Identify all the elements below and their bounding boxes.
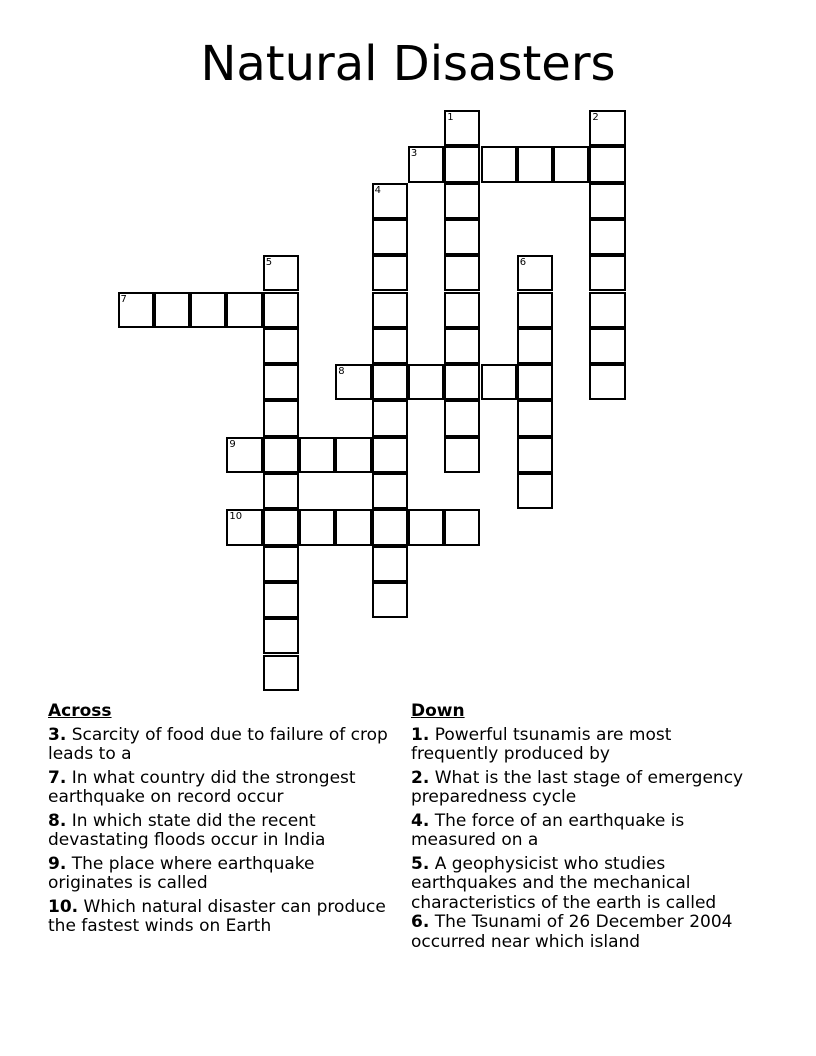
grid-cell[interactable] bbox=[444, 328, 480, 364]
cell-number: 4 bbox=[374, 184, 381, 196]
grid-cell[interactable] bbox=[589, 328, 625, 364]
grid-cell[interactable] bbox=[263, 509, 299, 545]
grid-cell[interactable] bbox=[481, 364, 517, 400]
grid-cell[interactable] bbox=[553, 146, 589, 182]
grid-cell[interactable] bbox=[517, 437, 553, 473]
grid-cell[interactable] bbox=[444, 400, 480, 436]
grid-cell[interactable] bbox=[589, 219, 625, 255]
grid-cell[interactable] bbox=[372, 183, 408, 219]
cell-number: 8 bbox=[338, 366, 345, 378]
clue-across-7: 7. In what country did the strongest earthquake on record occur bbox=[48, 767, 356, 807]
cell-number: 1 bbox=[447, 112, 454, 123]
grid-cell[interactable] bbox=[263, 618, 299, 654]
grid-cell[interactable] bbox=[517, 255, 553, 291]
grid-cell[interactable] bbox=[263, 400, 299, 436]
grid-cell[interactable] bbox=[154, 292, 190, 328]
clue-down-2: 2. What is the last stage of emergency preparedness cycle bbox=[411, 767, 744, 807]
grid-cell[interactable] bbox=[444, 255, 480, 291]
grid-cell[interactable] bbox=[517, 292, 553, 328]
grid-cell[interactable] bbox=[408, 509, 444, 545]
grid-cell[interactable] bbox=[226, 437, 262, 473]
grid-cell[interactable] bbox=[517, 473, 553, 509]
cell-number: 6 bbox=[519, 257, 527, 269]
grid-cell[interactable] bbox=[372, 255, 408, 291]
grid-cell[interactable] bbox=[263, 292, 299, 328]
clue-down-1: 1. Powerful tsunamis are most frequently produced by bbox=[411, 724, 672, 764]
grid-cell[interactable] bbox=[263, 473, 299, 509]
grid-cell[interactable] bbox=[226, 509, 262, 545]
grid-cell[interactable] bbox=[263, 655, 299, 691]
grid-cell[interactable] bbox=[444, 219, 480, 255]
clue-across-3: 3. Scarcity of food due to failure of crop leads to a bbox=[48, 724, 388, 764]
grid-cell[interactable] bbox=[517, 364, 553, 400]
grid-cell[interactable] bbox=[589, 292, 625, 328]
grid-cell[interactable] bbox=[335, 509, 371, 545]
cell-number: 10 bbox=[229, 511, 243, 523]
grid-cell[interactable] bbox=[444, 292, 480, 328]
grid-cell[interactable] bbox=[263, 546, 299, 582]
clue-down-6: 6. The Tsunami of 26 December 2004 occurred near which island bbox=[411, 912, 733, 952]
grid-cell[interactable] bbox=[517, 328, 553, 364]
clue-down-4: 4. The force of an earthquake is measured on a bbox=[411, 810, 685, 850]
grid-cell[interactable] bbox=[226, 292, 262, 328]
grid-cell[interactable] bbox=[589, 364, 625, 400]
grid-cell[interactable] bbox=[263, 364, 299, 400]
cell-number: 5 bbox=[265, 257, 273, 269]
grid-cell[interactable] bbox=[444, 146, 480, 182]
grid-cell[interactable] bbox=[190, 292, 226, 328]
grid-cell[interactable] bbox=[517, 400, 553, 436]
clue-down-5: 5. A geophysicist who studies earthquakes and the mechanical characteristics of the earth is called bbox=[411, 853, 717, 913]
clue-across-8: 8. In which state did the recent devastating floods occur in India bbox=[48, 810, 326, 850]
grid-cell[interactable] bbox=[299, 509, 335, 545]
grid-cell[interactable] bbox=[589, 183, 625, 219]
grid-cell[interactable] bbox=[263, 255, 299, 291]
puzzle-title: Natural Disasters bbox=[200, 36, 616, 92]
grid-cell[interactable] bbox=[444, 509, 480, 545]
across-clues bbox=[48, 702, 388, 941]
clue-across-10: 10. Which natural disaster can produce the fastest winds on Earth bbox=[48, 896, 386, 936]
grid-cell[interactable] bbox=[372, 546, 408, 582]
grid-cell[interactable] bbox=[335, 437, 371, 473]
grid-cell[interactable] bbox=[481, 146, 517, 182]
grid-cell[interactable] bbox=[444, 110, 480, 146]
grid-cell[interactable] bbox=[118, 292, 154, 328]
grid-cell[interactable] bbox=[444, 437, 480, 473]
grid-cell[interactable] bbox=[372, 437, 408, 473]
grid-cell[interactable] bbox=[589, 255, 625, 291]
grid-cell[interactable] bbox=[408, 364, 444, 400]
grid-cell[interactable] bbox=[263, 328, 299, 364]
grid-cell[interactable] bbox=[444, 183, 480, 219]
grid-cell[interactable] bbox=[589, 110, 625, 146]
cell-number: 7 bbox=[120, 293, 127, 305]
down-clues bbox=[411, 702, 761, 956]
down-heading: Down bbox=[411, 701, 465, 721]
cell-number: 3 bbox=[410, 148, 418, 160]
grid-cell[interactable] bbox=[444, 364, 480, 400]
grid-cell[interactable] bbox=[372, 473, 408, 509]
grid-cell[interactable] bbox=[335, 364, 371, 400]
across-heading: Across bbox=[48, 701, 112, 721]
grid-cell[interactable] bbox=[372, 364, 408, 400]
grid-cell[interactable] bbox=[517, 146, 553, 182]
cell-number: 9 bbox=[229, 438, 236, 450]
grid-cell[interactable] bbox=[263, 582, 299, 618]
clue-across-9: 9. The place where earthquake originates is called bbox=[48, 853, 315, 893]
grid-cell[interactable] bbox=[299, 437, 335, 473]
grid-cell[interactable] bbox=[589, 146, 625, 182]
grid-cell[interactable] bbox=[372, 400, 408, 436]
grid-cell[interactable] bbox=[372, 582, 408, 618]
grid-cell[interactable] bbox=[263, 437, 299, 473]
grid-cell[interactable] bbox=[408, 146, 444, 182]
grid-cell[interactable] bbox=[372, 509, 408, 545]
grid-cell[interactable] bbox=[372, 328, 408, 364]
grid-cell[interactable] bbox=[372, 219, 408, 255]
grid-cell[interactable] bbox=[372, 292, 408, 328]
cell-number: 2 bbox=[592, 112, 599, 123]
